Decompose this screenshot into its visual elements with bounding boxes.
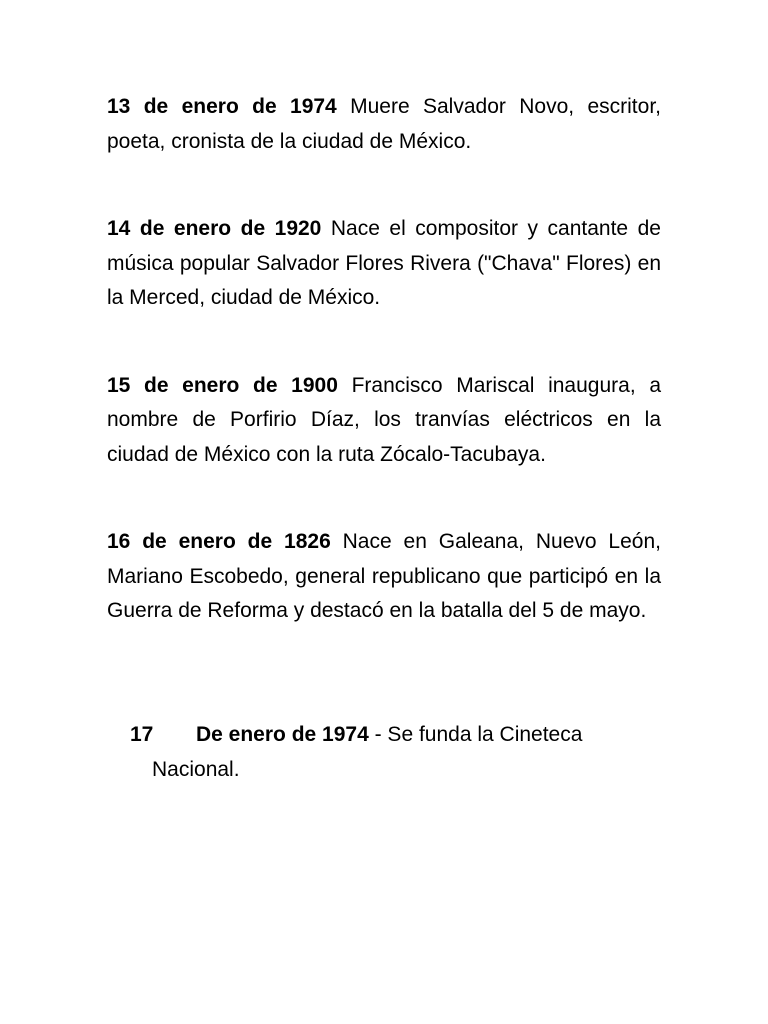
entry-14-enero — [107, 212, 661, 316]
entry-text: Nace en Galeana, Nuevo León, Mariano Escobedo, general republicano que participó en la Guerra de Reforma y destacó en la batalla del 5 de mayo. — [107, 530, 661, 622]
entry-text: Nace el compositor y cantante de música popular Salvador Flores Rivera ("Chava" Flores) en la Merced, ciudad de México. — [107, 217, 661, 309]
entry-date: De enero de 1974 — [196, 723, 369, 746]
numbered-list-item-17 — [130, 718, 661, 787]
entry-date: 14 de enero de 1920 — [107, 217, 322, 240]
entry-13-enero — [107, 90, 661, 159]
entry-date: 13 de enero de 1974 — [107, 95, 337, 118]
entry-text: Muere Salvador Novo, escritor, poeta, cronista de la ciudad de México. — [107, 95, 661, 153]
list-number: 17 — [130, 723, 154, 746]
entry-16-enero — [107, 525, 661, 629]
entry-15-enero — [107, 369, 661, 473]
entry-text-continuation: Nacional. — [152, 757, 240, 781]
entry-text: - Se funda la Cineteca — [374, 723, 583, 746]
entry-date: 15 de enero de 1900 — [107, 373, 338, 397]
document-body — [107, 90, 661, 682]
entry-date: 16 de enero de 1826 — [107, 530, 331, 553]
entry-text: Francisco Mariscal inaugura, a nombre de Porfirio Díaz, los tranvías eléctricos en la ciudad de México con la ruta Zócalo-Tacubaya. — [107, 373, 661, 466]
